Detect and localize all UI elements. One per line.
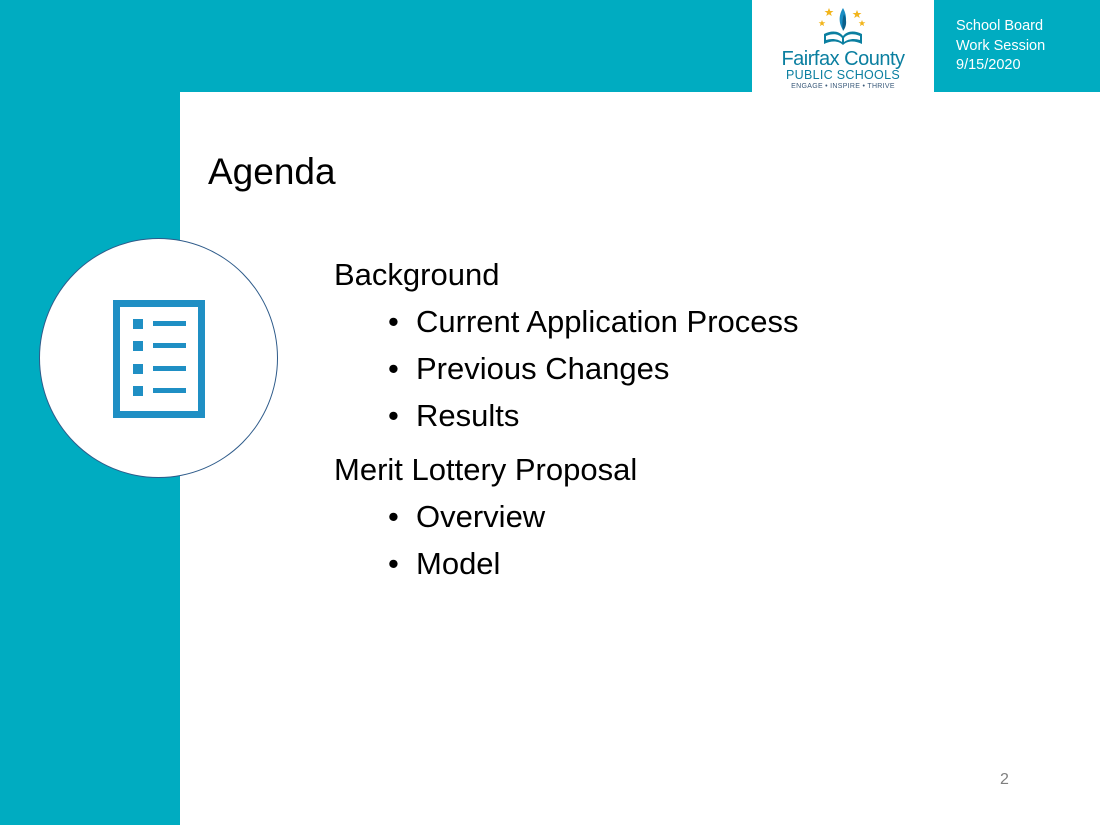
agenda-item xyxy=(334,392,799,439)
session-date: 9/15/2020 xyxy=(956,57,1021,73)
agenda-item-label: Current Application Process xyxy=(416,304,799,339)
agenda-item xyxy=(334,540,799,587)
session-info xyxy=(956,17,1045,76)
agenda-item-label: Overview xyxy=(416,499,546,534)
bullet: • xyxy=(388,304,399,339)
agenda-list xyxy=(334,252,799,587)
session-line-1: School Board xyxy=(956,18,1044,34)
agenda-item xyxy=(334,493,799,540)
checklist-icon xyxy=(113,300,205,418)
agenda-section-background: Background xyxy=(334,257,500,292)
bullet: • xyxy=(388,398,399,433)
bullet: • xyxy=(388,546,399,581)
session-line-2: Work Session xyxy=(956,37,1046,54)
agenda-item-label: Results xyxy=(416,398,520,433)
agenda-item-label: Model xyxy=(416,546,501,581)
agenda-section-merit-lottery: Merit Lottery Proposal xyxy=(334,452,638,487)
bullet: • xyxy=(388,351,399,386)
agenda-item-label: Previous Changes xyxy=(416,351,670,386)
logo-name: Fairfax County xyxy=(781,48,905,70)
agenda-item xyxy=(334,345,799,392)
page-number: 2 xyxy=(1000,771,1009,788)
logo-subtitle: PUBLIC SCHOOLS xyxy=(786,68,900,82)
logo-tagline: ENGAGE • INSPIRE • THRIVE xyxy=(791,83,895,90)
agenda-item xyxy=(334,298,799,345)
fcps-logo xyxy=(752,0,934,92)
bullet: • xyxy=(388,499,399,534)
slide-title: Agenda xyxy=(208,151,336,192)
